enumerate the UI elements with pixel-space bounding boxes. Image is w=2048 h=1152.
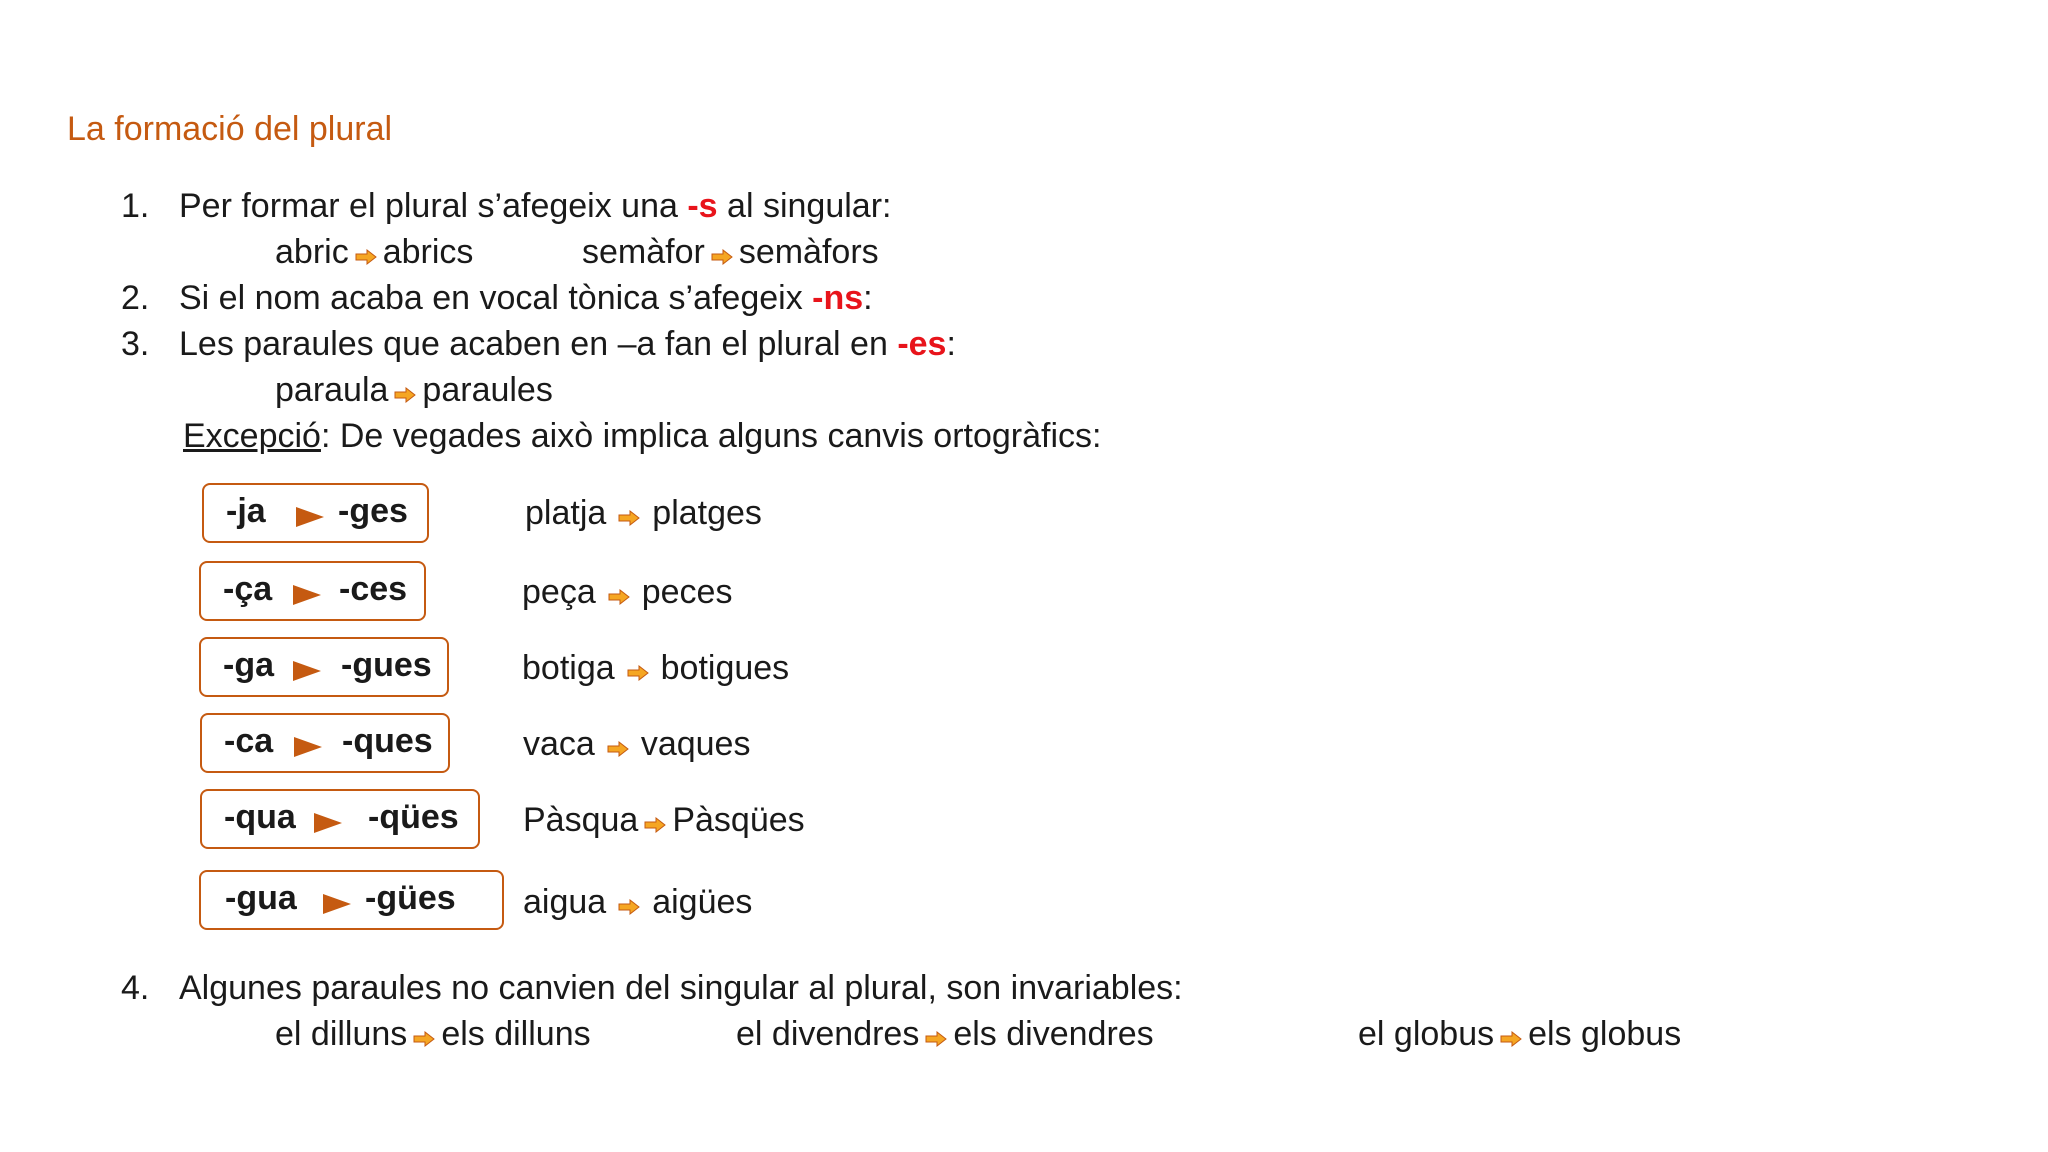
rule-2-number: 2. (121, 279, 150, 317)
example-pair (275, 232, 473, 274)
example-singular: semàfor (582, 233, 705, 271)
example-plural: platges (652, 494, 762, 532)
rule-4-number: 4. (121, 969, 150, 1007)
ending-highlight: -ns (812, 279, 864, 317)
singular-ending: -ca (224, 722, 274, 760)
example-pair (522, 573, 732, 614)
singular-ending: -gua (225, 879, 297, 917)
example-singular: aigua (523, 883, 607, 921)
rule-text-end: : (946, 325, 956, 363)
triangle-arrow-icon (296, 507, 324, 527)
change-box (202, 483, 429, 543)
arrow-right-icon (355, 234, 377, 274)
example-plural: peces (641, 573, 733, 611)
rule-number: 1. (121, 187, 150, 225)
change-box (199, 561, 426, 621)
singular-ending: -qua (224, 798, 296, 836)
example-singular: Pàsqua (523, 801, 639, 839)
example-pair (523, 883, 752, 924)
triangle-arrow-icon (314, 813, 342, 833)
example-pair (522, 649, 789, 690)
exception-label: Excepció (183, 417, 321, 455)
triangle-arrow-icon (293, 585, 321, 605)
arrow-right-icon (925, 1016, 947, 1056)
singular-ending: -ga (223, 646, 274, 684)
example-plural: abrics (382, 233, 474, 271)
example-plural: vaques (640, 725, 751, 763)
arrow-right-icon (607, 727, 629, 766)
change-box (200, 789, 480, 849)
plural-ending: -qües (368, 798, 459, 836)
rule-3-text (179, 324, 956, 364)
exception-note (183, 416, 1101, 456)
example-plural: els dilluns (441, 1015, 591, 1053)
example-plural: semàfors (738, 233, 879, 271)
change-box (200, 713, 450, 773)
plural-ending: -ques (342, 722, 433, 760)
example-plural: aigües (652, 883, 753, 921)
arrow-right-icon (1500, 1016, 1522, 1056)
rule-text-end: al singular: (717, 187, 892, 225)
example-singular: botiga (522, 649, 615, 687)
rule-3-number: 3. (121, 325, 150, 363)
arrow-right-icon (618, 496, 640, 535)
example-singular: el globus (1358, 1015, 1495, 1053)
example-pair (523, 725, 750, 766)
example-pair (525, 494, 762, 535)
example-plural: els globus (1528, 1015, 1682, 1053)
example-pair (275, 1014, 591, 1056)
triangle-arrow-icon (294, 737, 322, 757)
example-pair (736, 1014, 1154, 1056)
rule-text: Les paraules que acaben en –a fan el plural en (179, 325, 898, 363)
example-singular: paraula (275, 371, 389, 409)
plural-ending: -gues (341, 646, 432, 684)
arrow-right-icon (627, 651, 649, 690)
example-singular: vaca (523, 725, 595, 763)
triangle-arrow-icon (323, 894, 351, 914)
arrow-right-icon (618, 885, 640, 924)
rule-1-text (179, 186, 891, 226)
example-plural: paraules (422, 371, 553, 409)
example-singular: abric (275, 233, 349, 271)
triangle-arrow-icon (293, 661, 321, 681)
arrow-right-icon (394, 372, 416, 412)
singular-ending: -ça (223, 570, 273, 608)
rule-2-text (179, 278, 873, 318)
singular-ending: -ja (226, 492, 266, 530)
example-pair (582, 232, 879, 274)
plural-ending: -ces (339, 570, 408, 608)
ending-highlight: -es (897, 325, 947, 363)
arrow-right-icon (608, 575, 630, 614)
rule-4-text: Algunes paraules no canvien del singular al plural, son invariables: (179, 969, 1183, 1007)
arrow-right-icon (644, 803, 666, 842)
example-plural: els divendres (953, 1015, 1154, 1053)
exception-text: : De vegades això implica alguns canvis ortogràfics: (320, 417, 1102, 455)
page-title: La formació del plural (67, 110, 393, 148)
rule-text: Per formar el plural s’afegeix una (179, 187, 688, 225)
example-singular: el dilluns (275, 1015, 408, 1053)
ending-highlight: -s (687, 187, 718, 225)
plural-ending: -gües (365, 879, 456, 917)
rule-text: Si el nom acaba en vocal tònica s’afegeix (179, 279, 813, 317)
rule-text-end: : (863, 279, 873, 317)
example-plural: botigues (660, 649, 790, 687)
example-plural: Pàsqües (672, 801, 805, 839)
plural-ending: -ges (338, 492, 408, 530)
change-box (199, 870, 504, 930)
example-singular: peça (522, 573, 596, 611)
arrow-right-icon (711, 234, 733, 274)
rule-1 (121, 186, 149, 226)
example-singular: platja (525, 494, 607, 532)
example-pair (523, 801, 805, 842)
change-box (199, 637, 449, 697)
example-singular: el divendres (736, 1015, 920, 1053)
example-pair (1358, 1014, 1681, 1056)
arrow-right-icon (413, 1016, 435, 1056)
example-pair (275, 370, 553, 412)
